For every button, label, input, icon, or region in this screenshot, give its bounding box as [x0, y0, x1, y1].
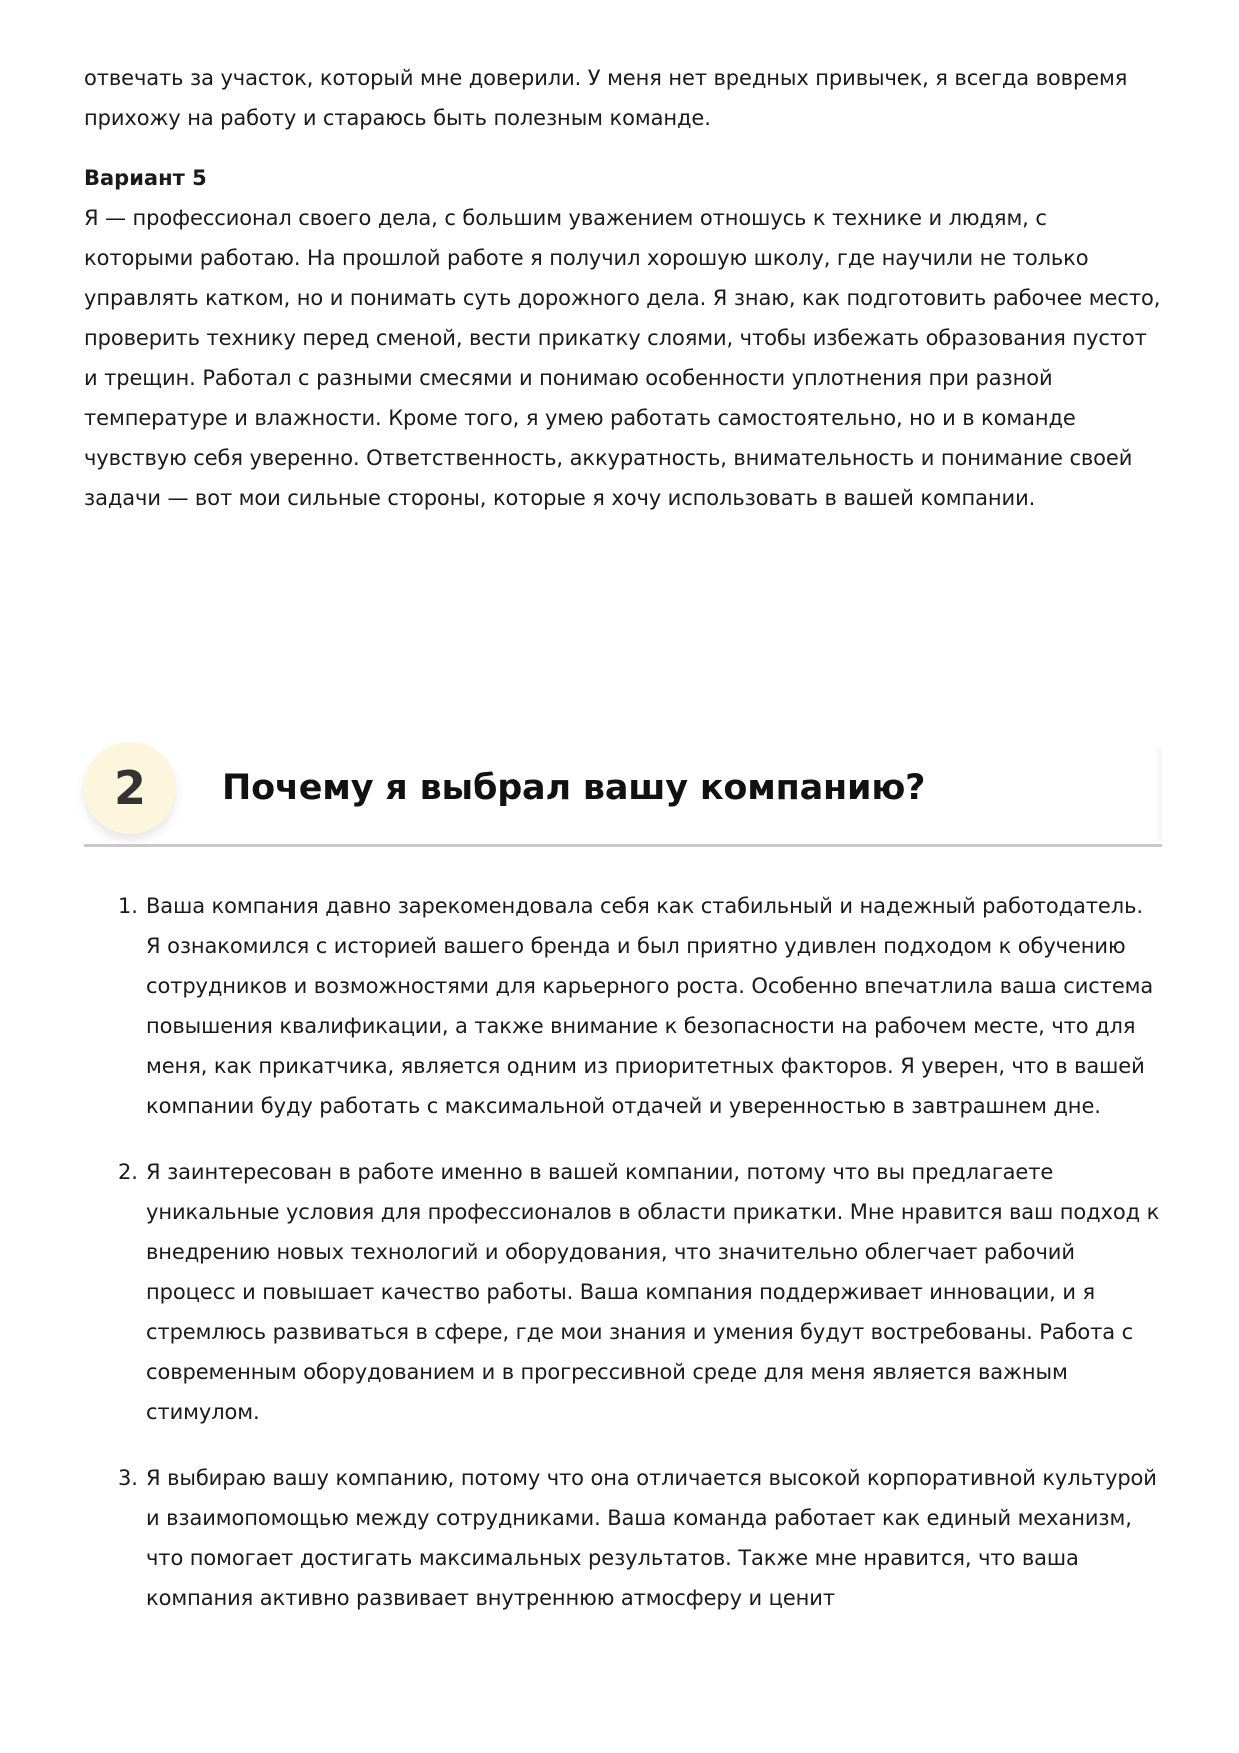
reasons-list — [84, 886, 1162, 1644]
section-number-badge: 2 — [84, 742, 176, 834]
list-item-text: Я заинтересован в работе именно в вашей компании, потому что вы предлагаете уникальные условия для профессионалов в области прикатки. Мне нравится ваш подход к внедрению новых технологий и оборудования, что значительно облегчает рабочий процесс и повышает качество работы. Ваша компания поддерживает инновации, и я стремлюсь развиваться в сфере, где мои знания и умения будут востребованы. Работа с современным оборудованием и в прогрессивной среде для меня является важным стимулом. — [146, 1160, 1160, 1424]
list-item — [84, 886, 1162, 1126]
section-header-shade — [1154, 746, 1162, 842]
list-item-number: 3. — [118, 1466, 138, 1490]
list-item-number: 2. — [118, 1160, 138, 1184]
section-header — [84, 742, 1162, 846]
list-item — [84, 1152, 1162, 1432]
list-item-text: Я выбираю вашу компанию, потому что она отличается высокой корпоративной культурой и взаимопомощью между сотрудниками. Ваша команда работает как единый механизм, что помогает достигать максимальных результатов. Также мне нравится, что ваша компания активно развивает внутреннюю атмосферу и ценит — [146, 1466, 1157, 1610]
variant-5-paragraph: Я — профессионал своего дела, с большим уважением отношусь к технике и людям, с которыми работаю. На прошлой работе я получил хорошую школу, где научили не только управлять катком, но и понимать суть дорожного дела. Я знаю, как подготовить рабочее место, проверить технику перед сменой, вести прикатку слоями, чтобы избежать образования пустот и трещин. Работал с разными смесями и понимаю особенности уплотнения при разной температуре и влажности. Кроме того, я умею работать самостоятельно, но и в команде чувствую себя уверенно. Ответственность, аккуратность, внимательность и понимание своей задачи — вот мои сильные стороны, которые я хочу использовать в вашей компании. — [84, 206, 1161, 510]
list-item-text: Ваша компания давно зарекомендовала себя как стабильный и надежный работодатель. Я ознакомился с историей вашего бренда и был приятно удивлен подходом к обучению сотрудников и возможностями для карьерного роста. Особенно впечатлила ваша система повышения квалификации, а также внимание к безопасности на рабочем месте, что для меня, как прикатчика, является одним из приоритетных факторов. Я уверен, что в вашей компании буду работать с максимальной отдачей и уверенностью в завтрашнем дне. — [146, 894, 1154, 1118]
list-item-number: 1. — [118, 894, 138, 918]
variant-5-heading: Вариант 5 — [84, 166, 207, 190]
intro-paragraph: отвечать за участок, который мне доверили. У меня нет вредных привычек, я всегда вовремя прихожу на работу и стараюсь быть полезным команде. — [84, 66, 1128, 130]
document-body — [84, 58, 1162, 518]
list-item — [84, 1458, 1162, 1618]
section-title: Почему я выбрал вашу компанию? — [222, 768, 926, 808]
